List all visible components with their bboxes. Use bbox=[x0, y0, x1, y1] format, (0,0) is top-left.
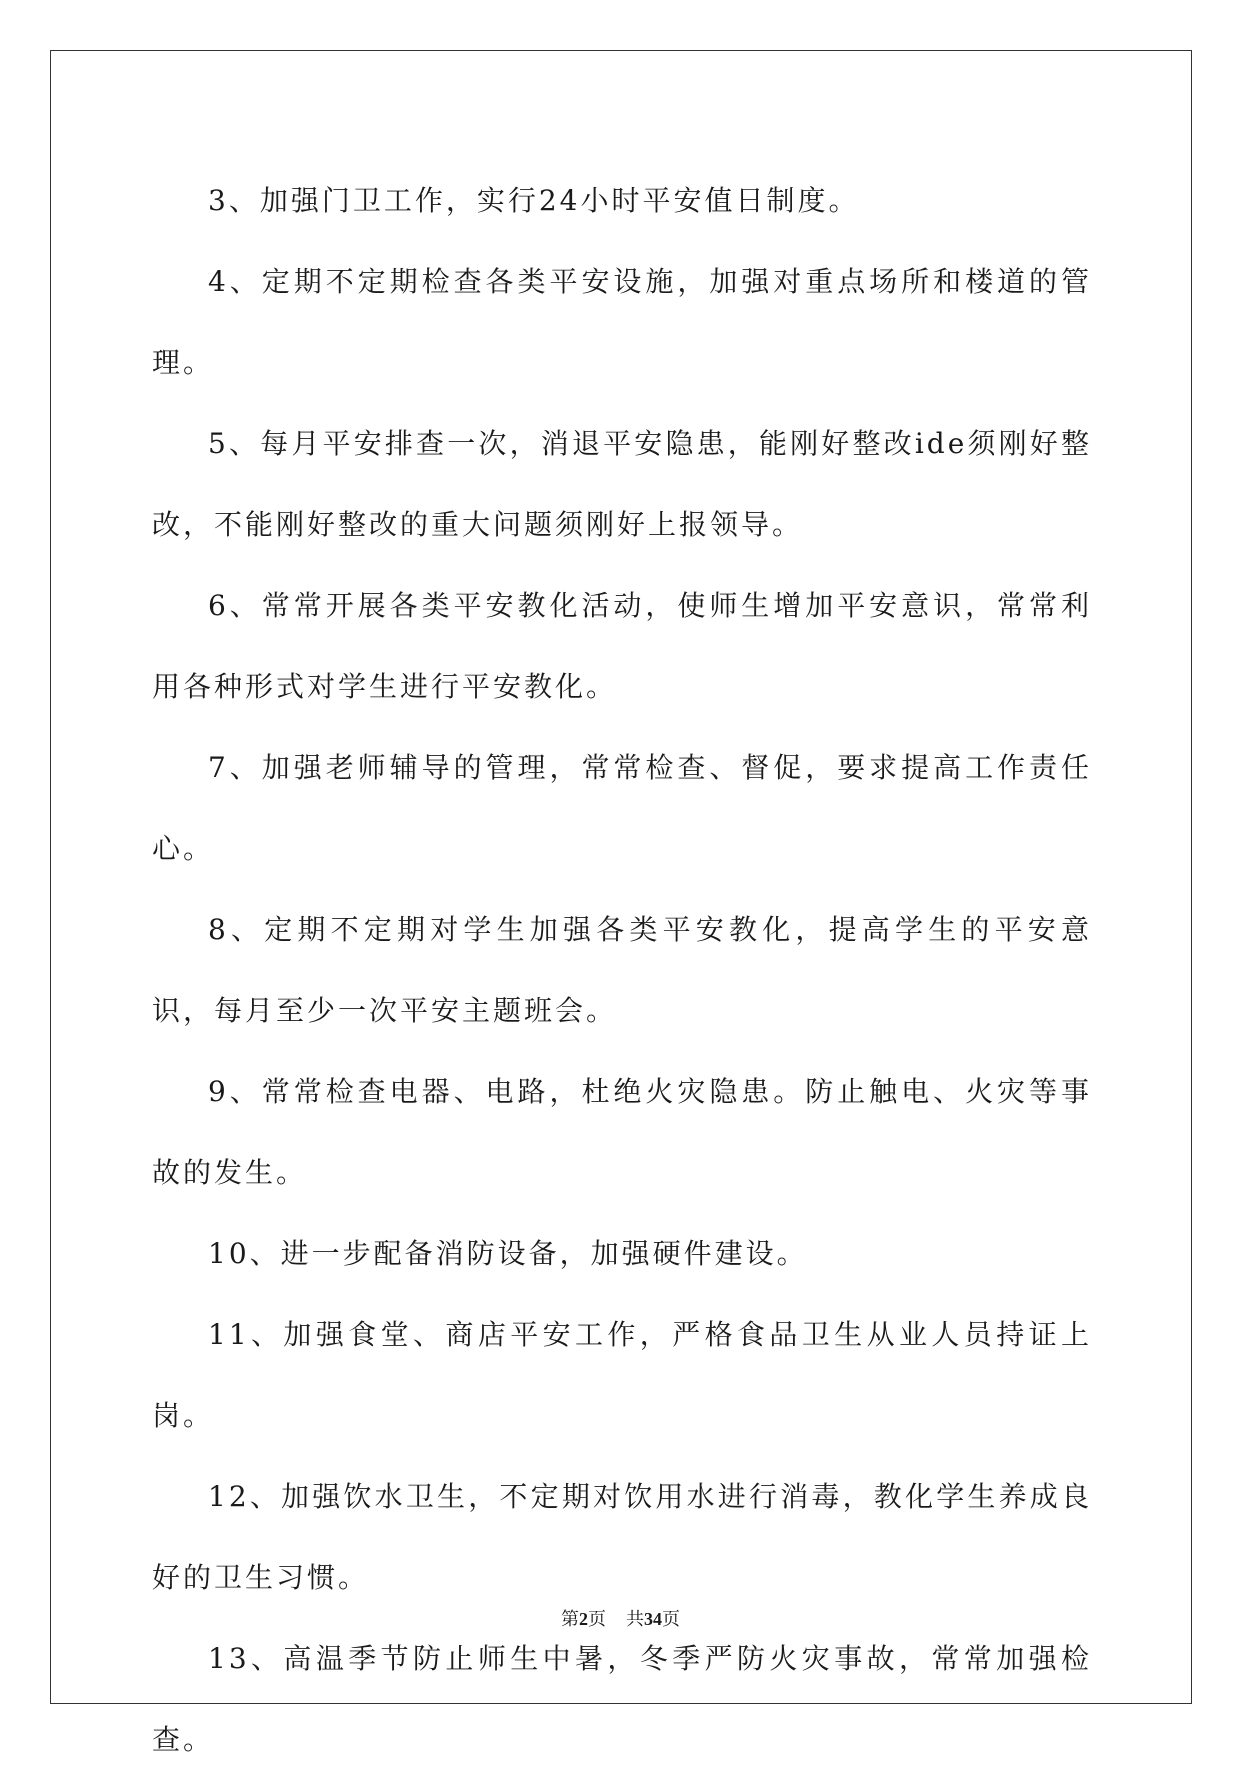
total-prefix: 共 bbox=[626, 1609, 644, 1629]
paragraph-item-3: 3、加强门卫工作，实行24小时平安值日制度。 bbox=[208, 184, 860, 217]
total-pages: 34 bbox=[644, 1609, 662, 1629]
page-footer bbox=[0, 1605, 1241, 1631]
paragraph-item-12: 12、加强饮水卫生，不定期对饮用水进行消毒，教化学生养成良好的卫生习惯。 bbox=[152, 1480, 1092, 1594]
paragraph-item-4: 4、定期不定期检查各类平安设施，加强对重点场所和楼道的管理。 bbox=[152, 265, 1092, 379]
document-body bbox=[152, 160, 1092, 1780]
page-suffix: 页 bbox=[588, 1609, 606, 1629]
paragraph-item-6: 6、常常开展各类平安教化活动，使师生增加平安意识，常常利用各种形式对学生进行平安教化。 bbox=[152, 589, 1092, 703]
total-suffix: 页 bbox=[662, 1609, 680, 1629]
page-number: 2 bbox=[579, 1609, 588, 1629]
paragraph-item-10: 10、进一步配备消防设备，加强硬件建设。 bbox=[208, 1237, 808, 1270]
paragraph-item-11: 11、加强食堂、商店平安工作，严格食品卫生从业人员持证上岗。 bbox=[152, 1318, 1092, 1432]
paragraph-item-8: 8、定期不定期对学生加强各类平安教化，提高学生的平安意识，每月至少一次平安主题班会。 bbox=[152, 913, 1092, 1027]
page-prefix: 第 bbox=[561, 1609, 579, 1629]
paragraph-item-5: 5、每月平安排查一次，消退平安隐患，能刚好整改ide须刚好整改，不能刚好整改的重大问题须刚好上报领导。 bbox=[152, 427, 1092, 541]
paragraph-item-9: 9、常常检查电器、电路，杜绝火灾隐患。防止触电、火灾等事故的发生。 bbox=[152, 1075, 1092, 1189]
paragraph-item-7: 7、加强老师辅导的管理，常常检查、督促，要求提高工作责任心。 bbox=[152, 751, 1092, 865]
paragraph-item-13: 13、高温季节防止师生中暑，冬季严防火灾事故，常常加强检查。 bbox=[152, 1642, 1092, 1756]
